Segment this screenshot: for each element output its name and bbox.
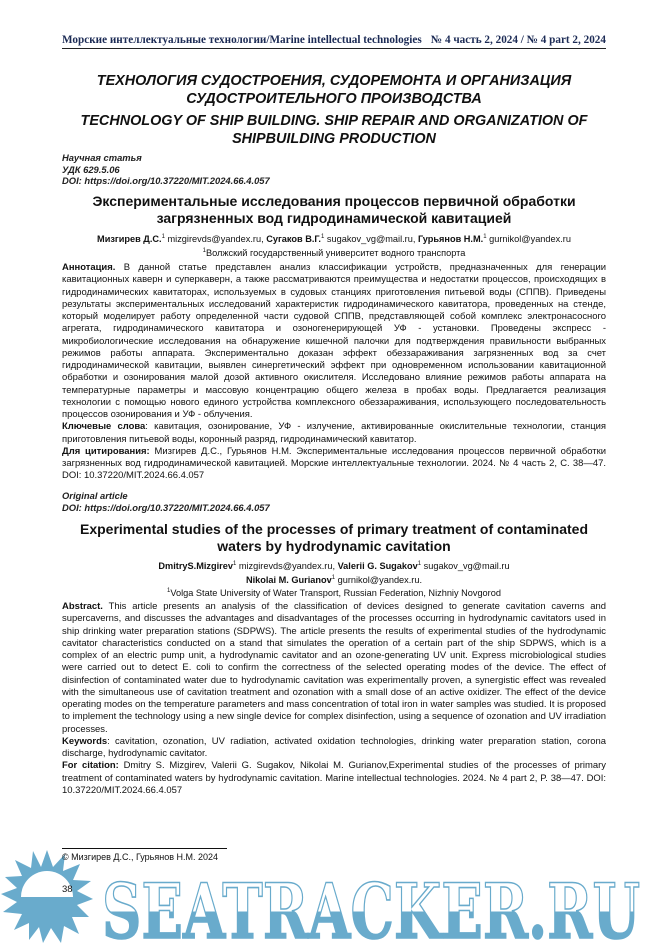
abstract-label: Abstract.	[62, 601, 103, 612]
keywords-text: : кавитация, озонирование, УФ - излучение, активированные окислительные технологии, станция приготовления питьевой воды, коронный разряд, гидродинамический кавитатор.	[62, 421, 606, 445]
author-name: Гурьянов Н.М.	[417, 234, 484, 244]
section-title-line: ТЕХНОЛОГИЯ СУДОСТРОЕНИЯ, СУДОРЕМОНТА И ОРГАНИЗАЦИЯ	[96, 73, 572, 89]
article-meta-ru	[62, 152, 270, 187]
author-email[interactable]: mizgirevds@yandex.ru	[167, 234, 262, 244]
title-line: Экспериментальные исследования процессов первичной обработки	[92, 193, 576, 209]
journal-name: Морские интеллектуальные технологии/Marine intellectual technologies	[62, 34, 422, 46]
author-name: Nikolai M. Gurianov	[245, 574, 332, 585]
page-number: 38	[62, 884, 73, 895]
article-type: Original article	[62, 490, 128, 501]
author-email[interactable]: sugakov_vg@mail.ru	[326, 234, 413, 244]
author-name: DmitryS.Mizgirev	[158, 561, 233, 571]
author-email[interactable]: gurnikol@yandex.ru.	[337, 574, 423, 585]
article-meta-en	[62, 490, 270, 513]
abstract-text: This article presents an analysis of the classification of devices designed to generate cavitation caverns and supercaverns, and discusses the advantages and disadvantages of the processes occurring in hydrodynamic cavitators used in ship drinking water preparation stations (SDPWS). The article presents the results of experimental studies of the hydrodynamic cavitator characteristics conducted on a stand that simulates the operation of a certain part of the ship SDPWS, which is a complex of an electric pump unit, a hydrodynamic cavitator and an ozone-generating UV unit. Express microbiological studies were carried out to detect E. coli to confirm the correctness of the selected operating modes of the device. The effect of disinfection of contaminated water due to hydrodynamic cavitation was experimentally proven, a synergistic effect was revealed with the simultaneous use of cavitation treatment and ozonation with a small dose of an active oxidizer. The effect of the device operating modes on the temperature parameters and mass concentration of total iron in water samples was studied. It is proposed to implement the technology using a new single device for complex disinfection, using a sequence of ozonation and UV irradiation processes.	[62, 601, 606, 735]
citation-text: Dmitry S. Mizgirev, Valerii G. Sugakov, Nikolai M. Gurianov,Experimental studies of the processes of primary treatment of contaminated waters by hydrodynamic cavitation. Marine intellectual technologies. 2024. № 4 part 2, P. 38—47. DOI: 10.37220/MIT.2024.66.4.057	[62, 760, 606, 796]
issue-number: № 4 часть 2, 2024 / № 4 part 2, 2024	[430, 34, 606, 46]
abstract-ru	[62, 262, 606, 483]
doi: DOI: https://doi.org/10.37220/MIT.2024.66.4.057	[62, 501, 270, 513]
authors-en: DmitryS.Mizgirev$^1$ mizgirevds@yandex.ru, Valerii G. Sugakov$^1$ sugakov_vg@mail.ru Nikolai M. Gurianov$^1$ gurnikol@yandex.ru. $^1$Volga State University of Water Transport, Russian Federation, Nizhniy Novgorod	[158, 561, 510, 598]
article-title-en	[62, 521, 606, 555]
udc: УДК 629.5.06	[62, 163, 120, 175]
running-header	[62, 34, 606, 49]
article-type: Научная статья	[62, 152, 142, 163]
title-line: загрязненных вод гидродинамической кавитацией	[156, 210, 512, 226]
author-name: Valerii G. Sugakov	[337, 561, 418, 571]
author-email[interactable]: sugakov_vg@mail.ru	[423, 561, 510, 571]
affiliation: Волжский государственный университет водного транспорта	[205, 247, 466, 258]
section-title-line: СУДОСТРОИТЕЛЬНОГО ПРОИЗВОДСТВА	[186, 91, 482, 107]
section-title-ru	[62, 72, 606, 108]
keywords-label: Ключевые слова	[62, 421, 146, 433]
title-line: Experimental studies of the processes of primary treatment of contaminated	[79, 521, 589, 537]
citation-label: For citation:	[62, 760, 119, 772]
abstract-text: В данной статье представлен анализ классификации устройств, предназначенных для генерации кавитационных каверн и суперкаверн, а также рассматриваются преимущества и недостатки процессов, происходящих в гидродинамических кавитаторах, используемых в судовых станциях приготовления питьевой воды (СППВ). Приведены результаты экспериментальных исследований характеристик гидродинамического кавитатора, проведенных на стенде, который моделирует работу определенной части судовой СППВ, представляющей собой комплекс электронасосного агрегата, гидродинамического кавитатора и озоногенерирующей УФ - установки. Проведены экспресс - микробиологические исследования на обнаружение кишечной палочки для подтверждения правильности выбранных режимов работы аппарата. Экспериментально доказан эффект обеззараживания загрязненных вод за счет гидродинамической кавитации, выявлен синергетический эффект при одновременном использовании кавитационной обработки и озонирования малой дозой активного окислителя. Исследовано влияние режимов работы аппарата на температурные параметры и массовую концентрацию общего железа в пробах воды. Предлагается реализация технологии с помощью нового единого устройства комплексного обеззараживания, использующего последовательность процессов озонирования и УФ - облучения.	[62, 262, 606, 420]
doi: DOI: https://doi.org/10.37220/MIT.2024.66.4.057	[62, 175, 270, 187]
abstract-label: Аннотация.	[62, 262, 116, 273]
citation-label: Для цитирования:	[62, 445, 150, 457]
watermark-text: SEATRACKER.RU	[102, 867, 640, 944]
copyright-footnote: © Мизгирев Д.С., Гурьянов Н.М. 2024	[62, 852, 218, 862]
keywords-text: : cavitation, ozonation, UV radiation, activated oxidation technologies, drinking water preparation station, corona discharge, hydrodynamic cavitator.	[62, 735, 606, 759]
author-email[interactable]: gurnikol@yandex.ru	[489, 234, 571, 244]
author-email[interactable]: mizgirevds@yandex.ru,	[238, 561, 335, 571]
article-title-ru	[62, 193, 606, 227]
abstract-en	[62, 601, 606, 797]
section-title-line: SHIPBUILDING PRODUCTION	[232, 131, 436, 147]
affiliation: Volga State University of Water Transport, Russian Federation, Nizhniy Novgorod	[170, 588, 501, 598]
sun-icon	[1, 850, 93, 943]
section-title-en	[62, 112, 606, 148]
author-name: Сугаков В.Г.	[266, 234, 321, 244]
footnote-divider	[62, 848, 227, 849]
title-line: waters by hydrodynamic cavitation	[217, 538, 451, 554]
watermark-logo	[0, 850, 650, 944]
section-title-line: TECHNOLOGY OF SHIP BUILDING. SHIP REPAIR AND ORGANIZATION OF	[80, 113, 588, 129]
citation-text: Мизгирев Д.С., Гурьянов Н.М. Экспериментальные исследования процессов первичной обработки загрязненных вод гидродинамической кавитацией. Морские интеллектуальные технологии. 2024. № 4 часть 2, С. 38—47. DOI: 10.37220/MIT.2024.66.4.057	[62, 445, 607, 482]
keywords-label: Keywords	[62, 735, 108, 747]
authors-ru: Мизгирев Д.С.$^1$ mizgirevds@yandex.ru, Сугаков В.Г.$^1$ sugakov_vg@mail.ru, Гурьянов Н.М.$^1$ gurnikol@yandex.ru $^1$Волжский государственный университет водного транспорта	[97, 234, 571, 258]
author-name: Мизгирев Д.С.	[97, 234, 162, 244]
